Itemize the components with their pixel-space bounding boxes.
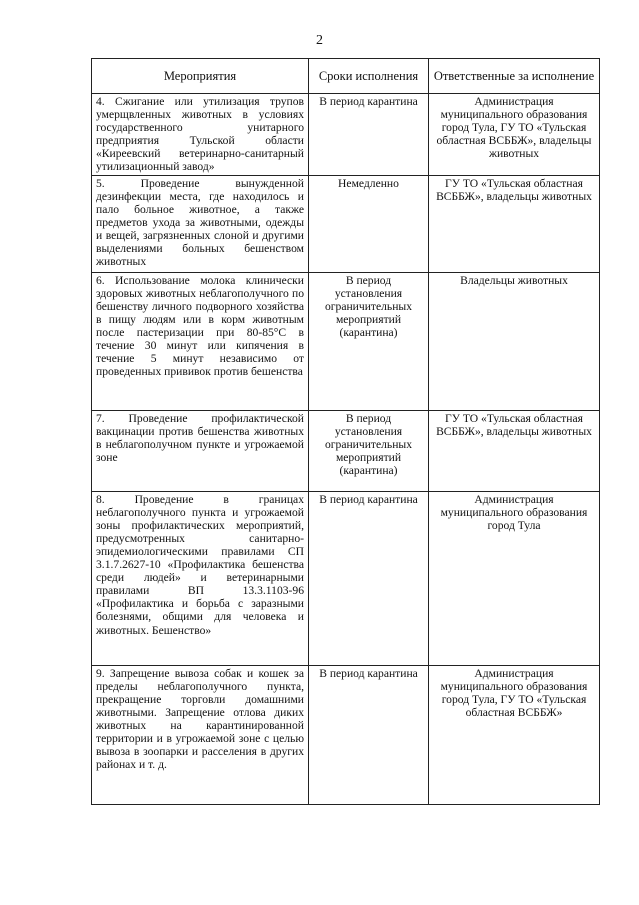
deadline-cell: Немедленно (309, 175, 429, 272)
deadline-cell: В период установления ограничительных мероприятий (карантина) (309, 272, 429, 410)
table-header-row (92, 59, 600, 94)
action-cell: 5. Проведение вынужденной дезинфекции места, где находилось и пало больное животное, а также предметов ухода за животными, одежды и вещей, загрязненных слоной и другими выделениями больных бешенством животных (92, 175, 309, 272)
table-row (92, 491, 600, 665)
header-deadline: Сроки исполнения (309, 59, 429, 94)
responsible-cell: ГУ ТО «Тульская областная ВСББЖ», владельцы животных (429, 410, 600, 491)
table-row (92, 665, 600, 804)
page-number: 2 (316, 33, 323, 48)
responsible-cell: ГУ ТО «Тульская областная ВСББЖ», владельцы животных (429, 175, 600, 272)
table-row (92, 272, 600, 410)
header-action: Мероприятия (92, 59, 309, 94)
action-cell: 9. Запрещение вывоза собак и кошек за пределы неблагополучного пункта, прекращение торговли домашними животными. Запрещение отлова диких животных на карантинированной территории и в угрожаемой зоне с целью вывоза в зоопарки и расселения в других районах и т. д. (92, 665, 309, 804)
header-responsible: Ответственные за исполнение (429, 59, 600, 94)
deadline-cell: В период установления ограничительных мероприятий (карантина) (309, 410, 429, 491)
action-cell: 8. Проведение в границах неблагополучного пункта и угрожаемой зоны профилактических мероприятий, предусмотренных санитарно-эпидемиологическими правилами СП 3.1.7.2627-10 «Профилактика бешенства среди людей» и ветеринарными правилами ВП 13.3.1103-96 «Профилактика и борьба с заразными болезнями, общими для человека и животных. Бешенство» (92, 491, 309, 665)
action-cell: 6. Использование молока клинически здоровых животных неблагополучного по бешенству личного подворного хозяйства в пищу людям или в корм животным после пастеризации при 80-85°С в течение 30 минут или кипячения в течение 5 минут независимо от проведенных прививок против бешенства (92, 272, 309, 410)
deadline-cell: В период карантина (309, 665, 429, 804)
measures-table (91, 58, 600, 805)
table-row (92, 410, 600, 491)
deadline-cell: В период карантина (309, 94, 429, 176)
table-row (92, 175, 600, 272)
responsible-cell: Администрация муниципального образования город Тула (429, 491, 600, 665)
responsible-cell: Владельцы животных (429, 272, 600, 410)
responsible-cell: Администрация муниципального образования город Тула, ГУ ТО «Тульская областная ВСББЖ» (429, 665, 600, 804)
responsible-cell: Администрация муниципального образования город Тула, ГУ ТО «Тульская областная ВСББЖ», владельцы животных (429, 94, 600, 176)
action-cell: 7. Проведение профилактической вакцинации против бешенства животных в неблагополучном пункте и угрожаемой зоне (92, 410, 309, 491)
action-cell: 4. Сжигание или утилизация трупов умерщвленных животных в условиях государственного унитарного предприятия Тульской области «Киреевский ветеринарно-санитарный утилизационный завод» (92, 94, 309, 176)
table-row (92, 94, 600, 176)
deadline-cell: В период карантина (309, 491, 429, 665)
